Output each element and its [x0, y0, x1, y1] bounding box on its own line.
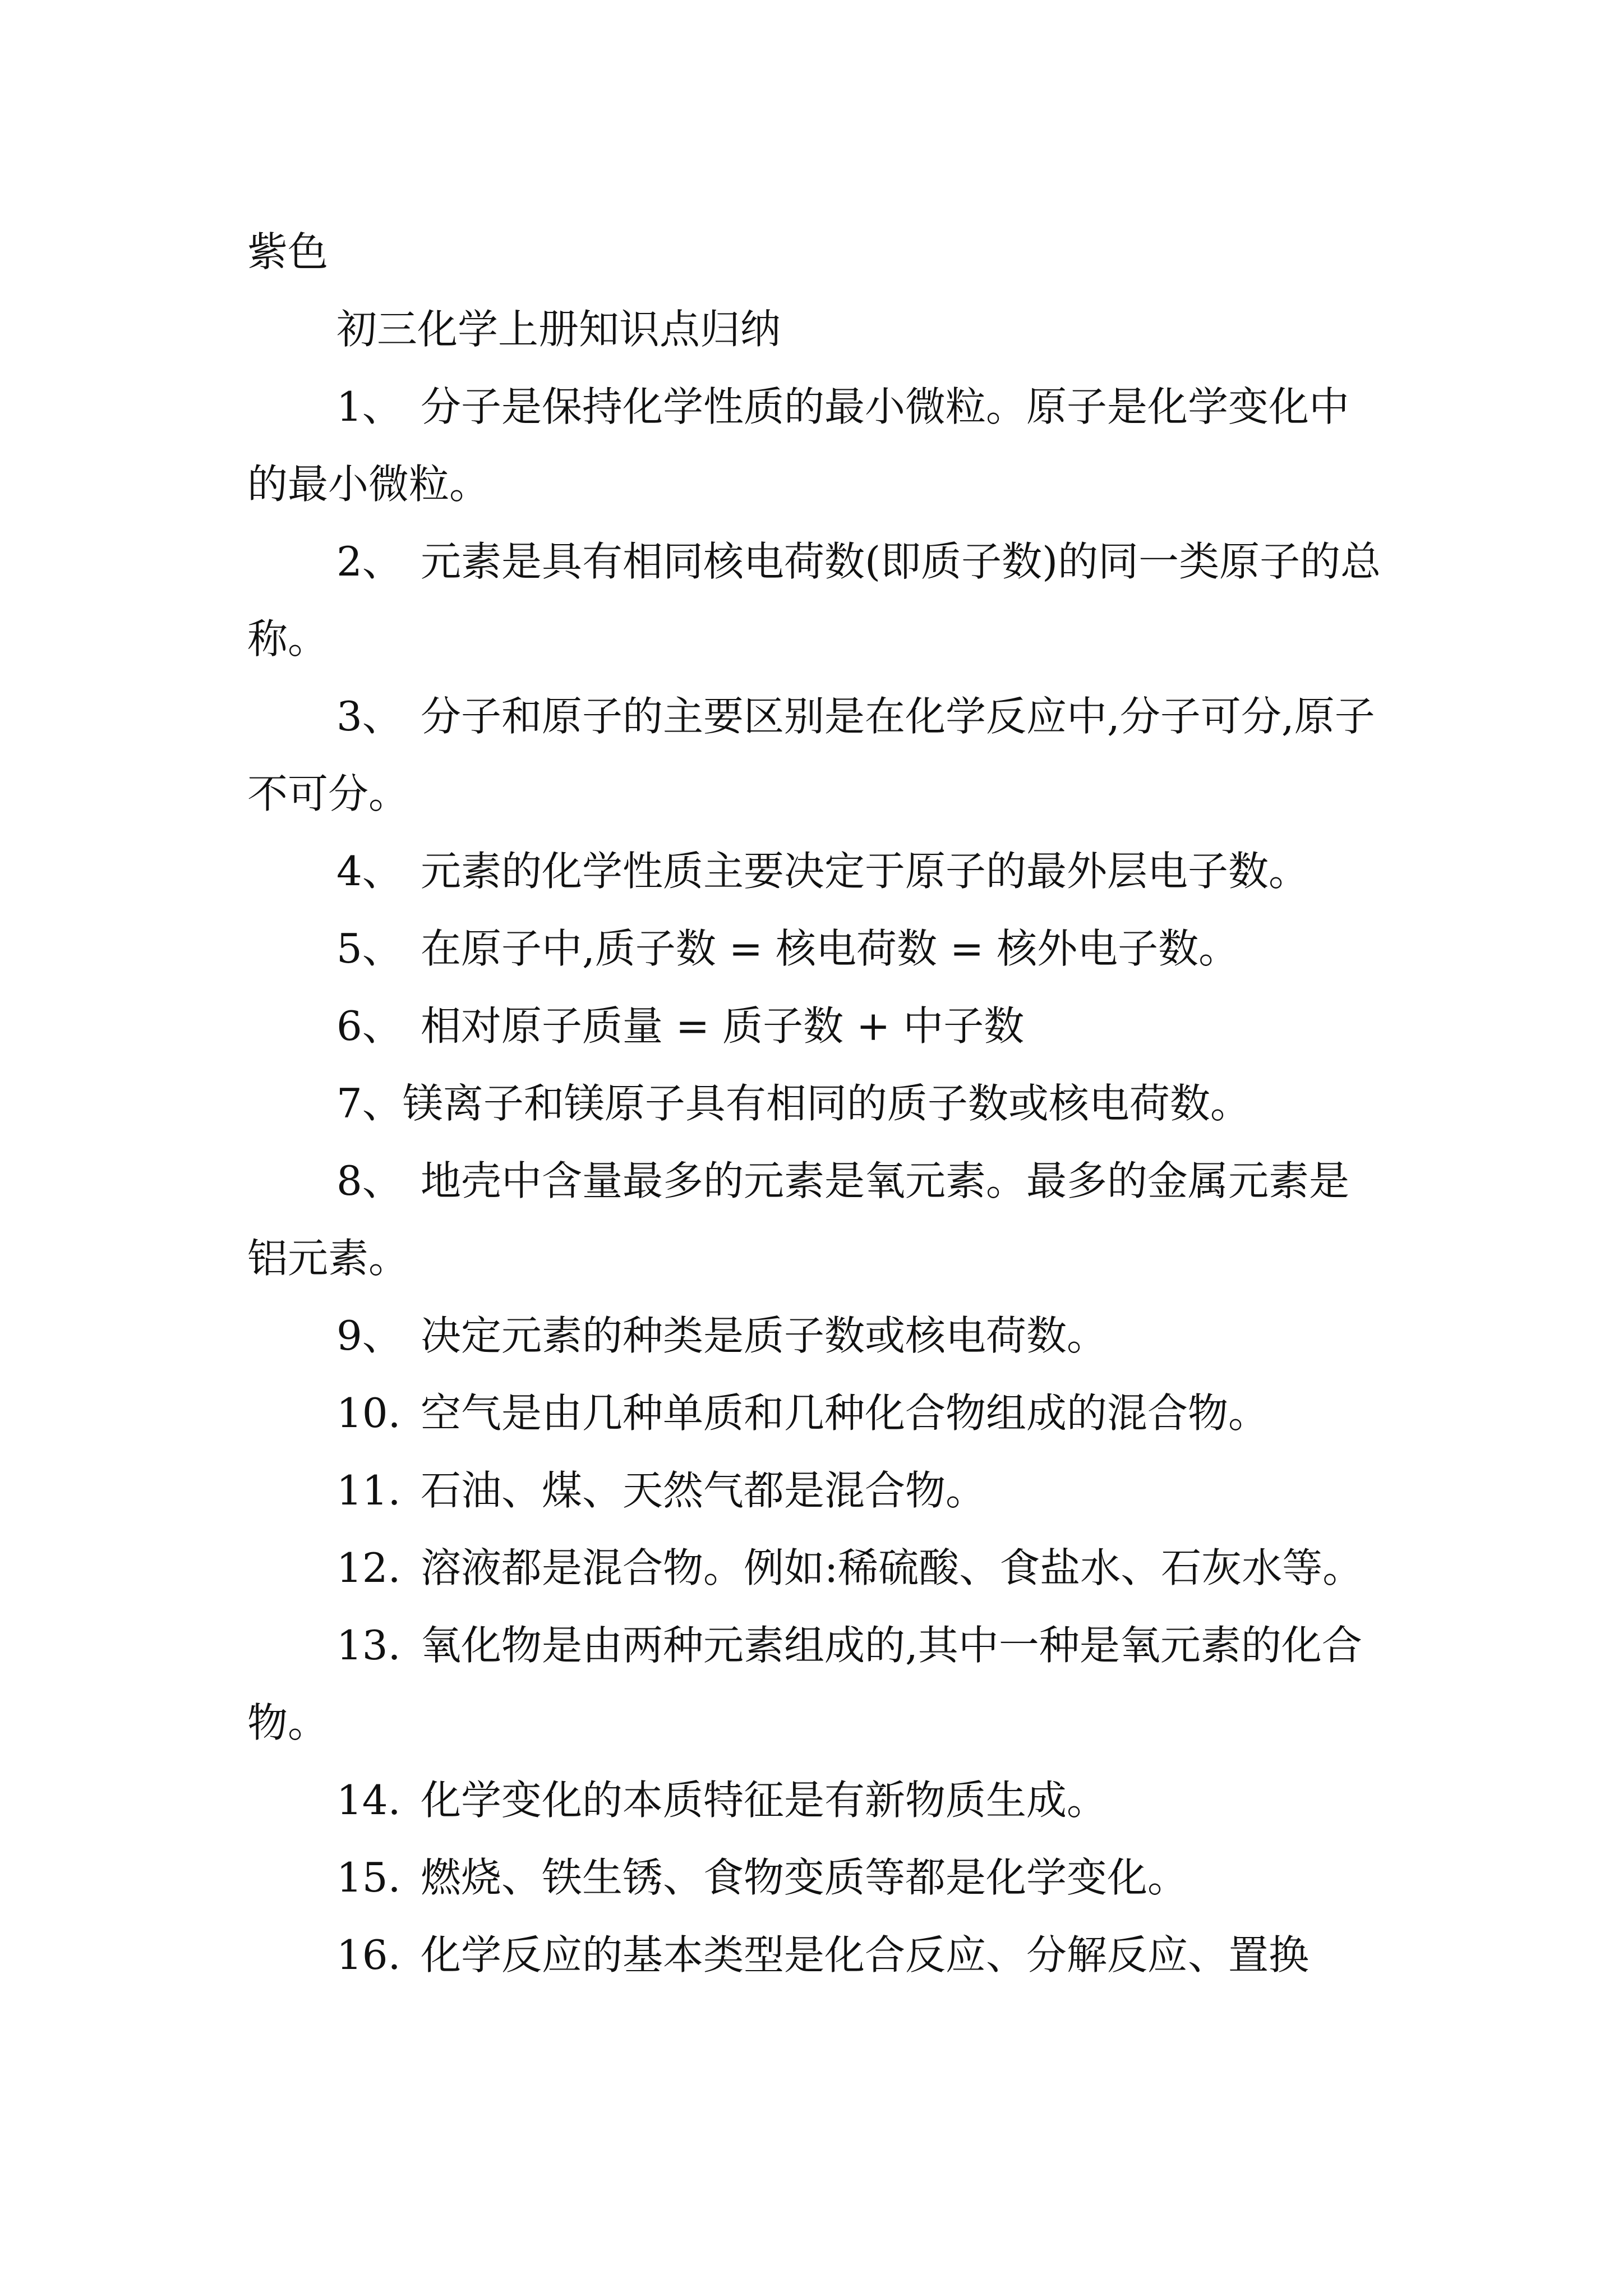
- item-number: 13.: [336, 1622, 401, 1669]
- list-item: [247, 987, 1389, 1065]
- list-item: [247, 1374, 1389, 1452]
- document-body: [247, 213, 1389, 1994]
- item-text: 燃烧、铁生锈、食物变质等都是化学变化。: [421, 1854, 1188, 1901]
- list-item: [247, 1529, 1389, 1607]
- list-item: [247, 1297, 1389, 1374]
- item-number: 6、: [336, 1002, 403, 1050]
- item-text: 化学变化的本质特征是有新物质生成。: [421, 1777, 1108, 1824]
- item-text: 空气是由几种单质和几种化合物组成的混合物。: [421, 1389, 1269, 1437]
- item-text: 元素的化学性质主要决定于原子的最外层电子数。: [421, 848, 1310, 895]
- list-item: [247, 1839, 1389, 1916]
- continued-text-fragment: 紫色: [247, 228, 329, 275]
- item-number: 1、: [336, 383, 403, 430]
- list-item: [247, 1065, 1389, 1142]
- list-item: [247, 832, 1389, 910]
- item-number: 12.: [336, 1544, 401, 1591]
- item-text: 相对原子质量 = 质子数 + 中子数: [421, 1002, 1025, 1050]
- item-number: 8、: [336, 1157, 403, 1204]
- item-text: 元素是具有相同核电荷数(即质子数)的同一类原子的总称。: [247, 538, 1381, 662]
- item-text: 地壳中含量最多的元素是氧元素。最多的金属元素是铝元素。: [247, 1157, 1350, 1282]
- item-number: 7、: [336, 1080, 403, 1127]
- item-text: 分子和原子的主要区别是在化学反应中,分子可分,原子不可分。: [247, 693, 1375, 817]
- list-item: [247, 1142, 1389, 1297]
- item-text: 镁离子和镁原子具有相同的质子数或核电荷数。: [402, 1080, 1251, 1127]
- document-heading: 初三化学上册知识点归纳: [336, 306, 781, 353]
- list-item: [247, 1916, 1389, 1994]
- item-number: 5、: [336, 925, 403, 972]
- item-number: 14.: [336, 1777, 401, 1824]
- item-number: 3、: [336, 693, 403, 740]
- item-number: 16.: [336, 1931, 401, 1978]
- item-text: 溶液都是混合物。例如:稀硫酸、食盐水、石灰水等。: [421, 1544, 1363, 1591]
- item-text: 分子是保持化学性质的最小微粒。原子是化学变化中的最小微粒。: [247, 383, 1350, 508]
- list-item: [247, 1452, 1389, 1529]
- item-text: 化学反应的基本类型是化合反应、分解反应、置换: [421, 1931, 1310, 1978]
- list-item: [247, 1761, 1389, 1839]
- item-text: 石油、煤、天然气都是混合物。: [421, 1467, 986, 1514]
- item-number: 2、: [336, 538, 403, 585]
- item-number: 9、: [336, 1312, 403, 1359]
- item-number: 4、: [336, 848, 403, 895]
- item-text: 在原子中,质子数 = 核电荷数 = 核外电子数。: [421, 925, 1239, 972]
- list-item: [247, 910, 1389, 987]
- item-number: 10.: [336, 1389, 401, 1437]
- list-item: [247, 678, 1389, 832]
- item-number: 15.: [336, 1854, 401, 1901]
- item-text: 氧化物是由两种元素组成的,其中一种是氧元素的化合物。: [247, 1622, 1362, 1746]
- item-text: 决定元素的种类是质子数或核电荷数。: [421, 1312, 1108, 1359]
- list-item: [247, 368, 1389, 523]
- item-number: 11.: [336, 1467, 401, 1514]
- list-item: [247, 523, 1389, 678]
- list-item: [247, 1607, 1389, 1761]
